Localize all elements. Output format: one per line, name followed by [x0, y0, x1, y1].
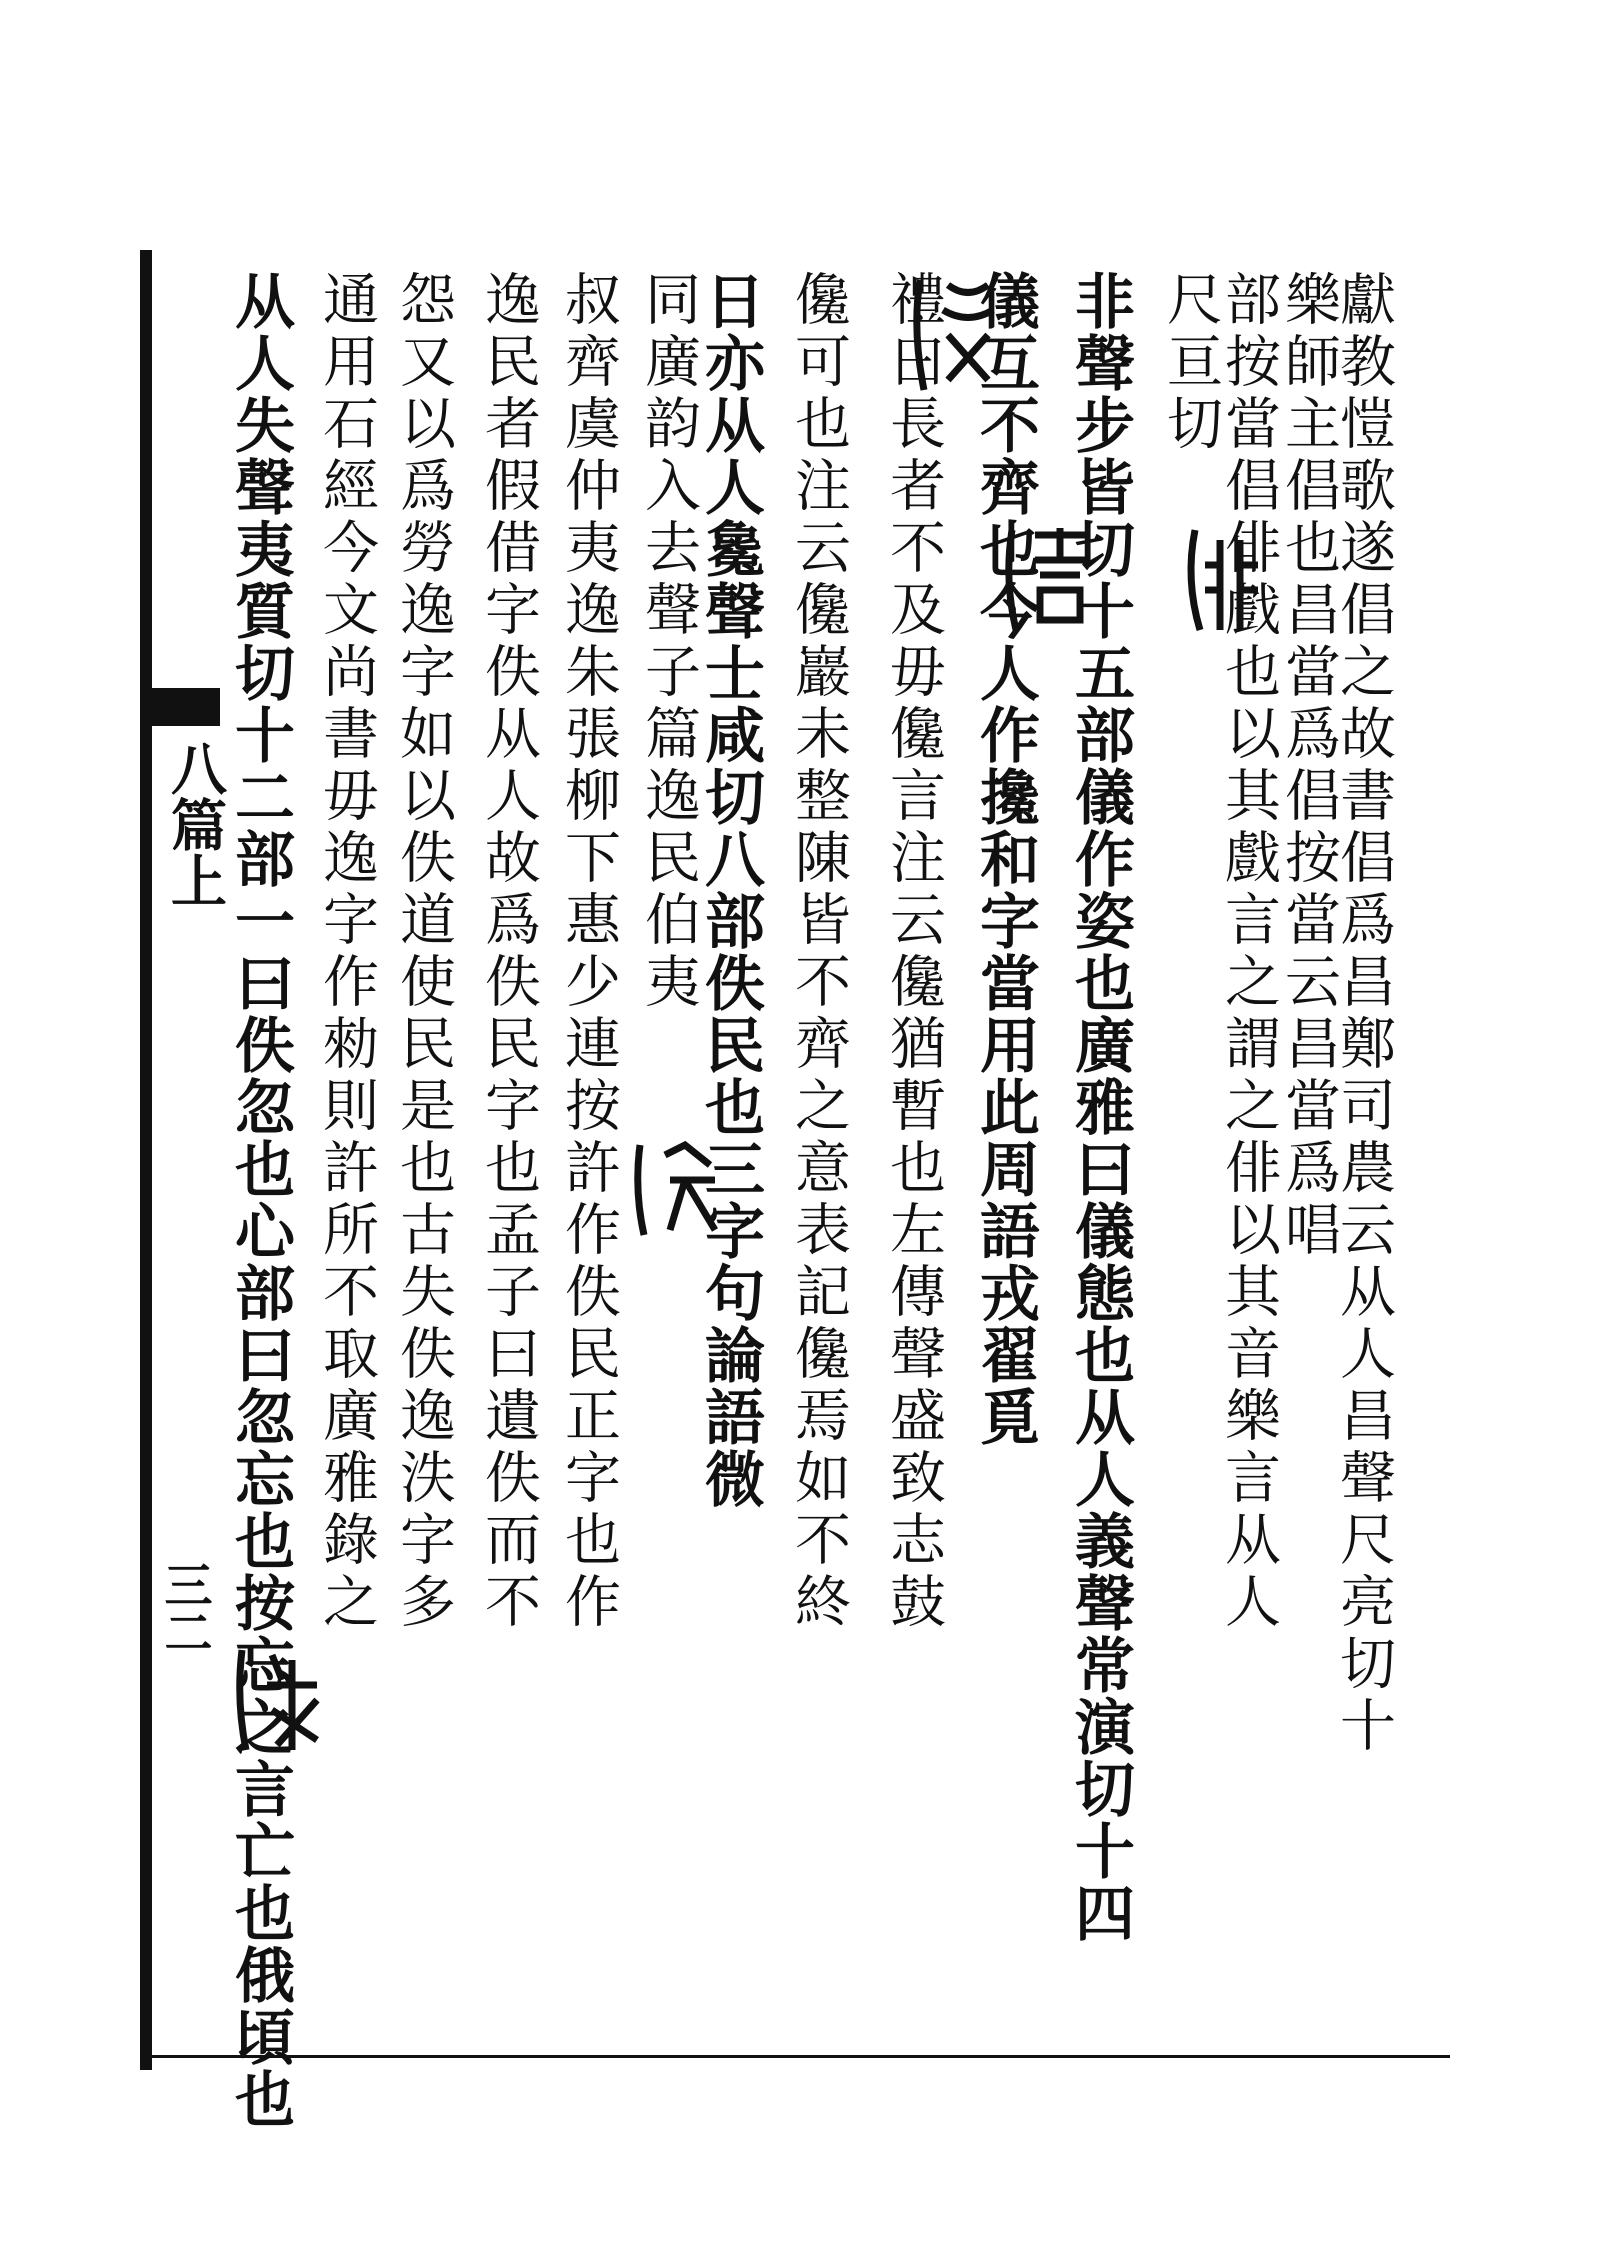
text-column-14: 通用石經今文尚書毋逸字作勑則許所不取廣雅錄之 — [314, 270, 379, 1634]
text-column-7: 禮曰長者不及毋儳言注云儳猶暫也左傳聲盛致志鼓 — [881, 270, 946, 1634]
text-column-15: 从人失聲夷質切十二部一曰佚忽也心部曰忽忘也按忘之言亡也俄頃也 — [225, 270, 295, 2130]
frame-left-rule — [140, 250, 152, 2070]
text-column-3: 部按當倡俳戲也以其戲言之謂之俳以其音樂言从人 — [1216, 270, 1281, 1634]
seal-glyph-yi-2 — [630, 1135, 730, 1245]
seal-glyph-e — [232, 1640, 332, 1760]
text-column-12: 逸民者假借字佚从人故爲佚民字也孟子曰遺佚而不 — [476, 270, 541, 1634]
text-column-4: 尺亘切 — [1158, 270, 1223, 456]
text-column-2: 樂師主倡也昌當爲倡按當云昌當爲唱 — [1276, 270, 1341, 1262]
text-column-8: 儳可也注云儳巖未整陳皆不齊之意表記儳焉如不終 — [786, 270, 851, 1634]
text-column-6: 儀互不齊也今人作攙和字當用此周語戎翟覓 — [970, 270, 1040, 1448]
text-column-1: 獻教愷歌遂倡之故書倡爲昌鄭司農云从人昌聲尺亮切十 — [1331, 270, 1396, 1758]
frame-bottom-rule — [140, 2055, 1450, 2058]
fishtail-mark — [140, 688, 220, 726]
text-column-11: 叔齊虞仲夷逸朱張柳下惠少連按許作佚民正字也作 — [556, 270, 621, 1634]
text-column-10: 同廣韵入去聲子篇逸民伯夷 — [636, 270, 701, 1014]
margin-leaf-number: 三二 — [156, 1560, 212, 1656]
seal-glyph-pai — [1180, 520, 1270, 640]
text-column-5: 非聲步皆切十五部儀作姿也廣雅曰儀態也从人義聲常演切十四 — [1065, 270, 1135, 1944]
text-column-13: 怨又以爲勞逸字如以佚道使民是也古失佚逸泆字多 — [391, 270, 456, 1634]
seal-glyph-chan — [908, 270, 1008, 400]
margin-juan-label: 八篇上 — [162, 740, 228, 908]
seal-glyph-yi — [1000, 520, 1100, 640]
text-column-9: 日亦从人毚聲士咸切八部佚民也三字句論語微 — [695, 270, 765, 1510]
